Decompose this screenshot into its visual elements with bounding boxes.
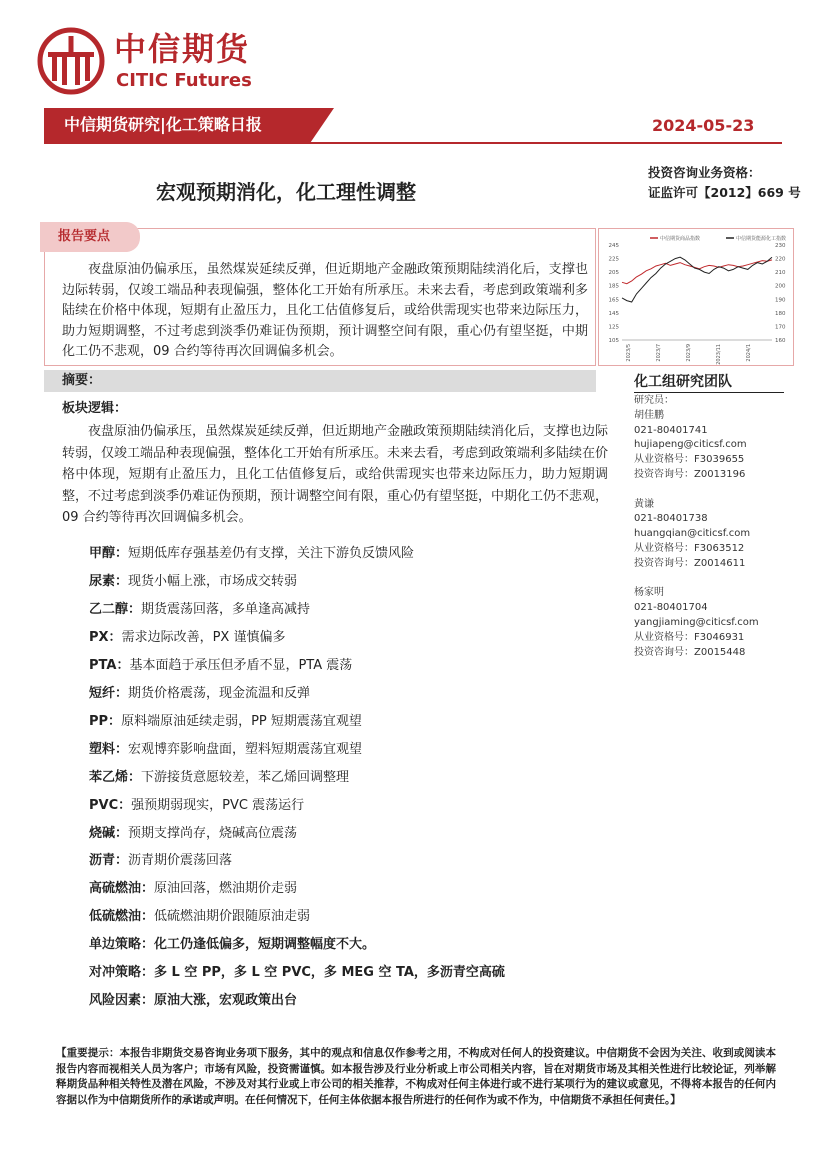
y-right-tick-label: 190 bbox=[775, 297, 786, 304]
index-line-chart bbox=[600, 230, 792, 365]
x-tick-label: 2023/5 bbox=[626, 344, 632, 362]
summary-bar bbox=[44, 370, 596, 392]
legend-label: 中信期货商品指数 bbox=[660, 236, 701, 242]
item-px: PX：需求边际改善，PX 谨慎偏多 bbox=[89, 630, 286, 645]
cert-title: 投资咨询业务资格： bbox=[648, 165, 761, 180]
y-left-tick-label: 125 bbox=[608, 324, 619, 331]
report-series-title: 中信期货研究|化工策略日报 bbox=[64, 115, 262, 134]
team-line: 从业资格号：F3039655 bbox=[634, 454, 745, 466]
key-points-label: 报告要点 bbox=[58, 229, 111, 244]
team-line: 从业资格号：F3046931 bbox=[634, 631, 745, 643]
item-styrene: 苯乙烯：下游接货意愿较差，苯乙烯回调整理 bbox=[89, 770, 350, 785]
team-line: 胡佳鹏 bbox=[634, 409, 664, 421]
strategy-single: 单边策略：化工仍逢低偏多，短期调整幅度不大。 bbox=[89, 937, 376, 952]
team-title: 化工组研究团队 bbox=[634, 374, 732, 390]
y-left-tick-label: 205 bbox=[608, 270, 619, 277]
y-left-tick-label: 105 bbox=[608, 338, 619, 344]
item-pvc: PVC：强预期弱现实，PVC 震荡运行 bbox=[89, 798, 305, 813]
x-tick-label: 2023/7 bbox=[656, 344, 662, 362]
team-line: hujiapeng@citicsf.com bbox=[634, 439, 747, 451]
x-tick-label: 2023/9 bbox=[686, 344, 692, 362]
team-line: yangjiaming@citicsf.com bbox=[634, 617, 759, 628]
y-left-tick-label: 225 bbox=[608, 256, 619, 263]
strategy-hedge: 对冲策略：多 L 空 PP，多 L 空 PVC，多 MEG 空 TA，多沥青空高硫 bbox=[89, 965, 505, 980]
y-right-tick-label: 200 bbox=[775, 283, 786, 290]
team-line: 杨家明 bbox=[634, 587, 664, 599]
cert-number: 证监许可【2012】669 号 bbox=[648, 185, 801, 200]
item-caustic-soda: 烧碱：预期支撑尚存，烧碱高位震荡 bbox=[89, 826, 298, 841]
y-right-tick-label: 230 bbox=[775, 243, 786, 249]
brand-name-en: CITIC Futures bbox=[116, 70, 252, 91]
page-title: 宏观预期消化，化工理性调整 bbox=[156, 180, 416, 204]
item-high-sulfur-fuel: 高硫燃油：原油回落，燃油期价走弱 bbox=[89, 881, 298, 896]
item-methanol: 甲醇：短期低库存强基差仍有支撑，关注下游负反馈风险 bbox=[89, 546, 415, 561]
summary-label: 摘要： bbox=[62, 373, 102, 388]
y-left-tick-label: 165 bbox=[608, 297, 619, 304]
header-divider bbox=[44, 142, 782, 144]
report-date: 2024-05-23 bbox=[652, 116, 755, 135]
team-line: 从业资格号：F3063512 bbox=[634, 543, 745, 554]
item-pta: PTA：基本面趋于承压但矛盾不显，PTA 震荡 bbox=[89, 658, 353, 673]
x-tick-label: 2024/1 bbox=[746, 344, 752, 362]
item-pp: PP：原料端原油延续走弱，PP 短期震荡宜观望 bbox=[89, 714, 362, 729]
item-meg: 乙二醇：期货震荡回落，多单逢高减持 bbox=[89, 602, 311, 617]
item-low-sulfur-fuel: 低硫燃油：低硫燃油期价跟随原油走弱 bbox=[89, 909, 311, 924]
risk-factors: 风险因素：原油大涨，宏观政策出台 bbox=[89, 993, 298, 1008]
team-line: 投资咨询号：Z0013196 bbox=[634, 469, 746, 480]
legend-label: 中信期货能源化工指数 bbox=[736, 236, 787, 242]
y-left-tick-label: 245 bbox=[608, 243, 619, 249]
key-points-text: 夜盘原油仍偏承压，虽然煤炭延续反弹，但近期地产金融政策预期陆续消化后，支撑也边际转弱，仅竣工端品种表现偏强，整体化工开始有所承压。未来去看，考虑到政策端利多陆续在价格中体现，短期有止盈压力，且化工估值修复后，或给供需现实也带来边际压力，助力短期调整，不过考虑到淡季仍难证伪预期，预计调整空间有限，重心仍有望坚挺，中期化工仍不悲观，09 合约等待再次回调偏多机会。 bbox=[62, 262, 588, 359]
team-line: 投资咨询号：Z0015448 bbox=[634, 646, 746, 658]
series-line bbox=[622, 260, 772, 284]
item-urea: 尿素：现货小幅上涨，市场成交转弱 bbox=[89, 574, 298, 589]
team-line: 021-80401738 bbox=[634, 513, 708, 525]
item-asphalt: 沥青：沥青期价震荡回落 bbox=[89, 853, 233, 868]
y-right-tick-label: 160 bbox=[775, 338, 786, 344]
item-plastic: 塑料：宏观博弈影响盘面，塑料短期震荡宜观望 bbox=[89, 742, 363, 757]
y-right-tick-label: 210 bbox=[775, 270, 786, 277]
team-line: 投资咨询号：Z0014611 bbox=[634, 557, 746, 569]
citic-logo bbox=[36, 26, 106, 96]
y-left-tick-label: 185 bbox=[608, 283, 619, 290]
team-line: 021-80401704 bbox=[634, 602, 708, 614]
section-heading: 板块逻辑： bbox=[62, 401, 128, 416]
y-right-tick-label: 170 bbox=[775, 324, 786, 331]
team-line: 黄谦 bbox=[634, 498, 654, 510]
logic-paragraph: 夜盘原油仍偏承压，虽然煤炭延续反弹，但近期地产金融政策预期陆续消化后，支撑也边际转弱，仅竣工端品种表现偏强，整体化工开始有所承压。未来去看，考虑到政策端利多陆续在价格中体现，短期有止盈压力，且化工估值修复后，或给供需现实也带来边际压力，助力短期调整，不过考虑到淡季仍难证伪预期，预计调整空间有限，重心仍有望坚挺，中期化工仍不悲观，09 合约等待再次回调偏多机会。 bbox=[62, 424, 609, 525]
x-tick-label: 2023/11 bbox=[716, 344, 722, 365]
y-right-tick-label: 180 bbox=[775, 310, 786, 317]
team-line: 研究员： bbox=[634, 395, 674, 406]
y-right-tick-label: 220 bbox=[775, 256, 786, 263]
brand-name-cn: 中信期货 bbox=[114, 30, 251, 68]
y-left-tick-label: 145 bbox=[608, 310, 619, 317]
team-line: huangqian@citicsf.com bbox=[634, 528, 751, 540]
disclaimer: 【重要提示：本报告非期货交易咨询业务项下服务，其中的观点和信息仅作参考之用，不构成对任何人的投资建议。中信期货不会因为关注、收到或阅读本报告内容而视相关人员为客户；市场有风险，投资需谨慎。如本报告涉及行业分析或上市公司相关内容，旨在对期货市场及其相关性进行比较论证，列举解释期货品种相关特性及潜在风险，不涉及对其行业或上市公司的相关推荐，不构成对任何主体进行或不进行某项行为的建议或意见，不得将本报告的任何内容据以作为中信期货所作的承诺或声明。在任何情况下，任何主体依据本报告所进行的任何作为或不作为，中信期货不承担任何责任。】 bbox=[56, 1047, 776, 1106]
team-line: 021-80401741 bbox=[634, 424, 708, 436]
item-staple-fiber: 短纤：期货价格震荡，现金流温和反弹 bbox=[89, 686, 311, 701]
